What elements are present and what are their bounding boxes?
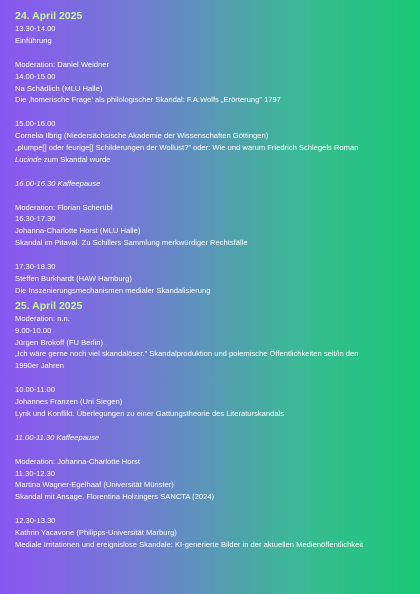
break-line: 11.00-11.30 Kaffeepause bbox=[15, 432, 100, 442]
program-line: Moderation: Johanna-Charlotte Horst bbox=[15, 456, 140, 466]
program-line: 10.00-11.00 bbox=[15, 385, 55, 395]
program-line: Steffen Burkhardt (HAW Hamburg) bbox=[15, 273, 132, 283]
program-page bbox=[15, 9, 414, 551]
spacer bbox=[15, 190, 414, 202]
day-heading-1: 24. April 2025 bbox=[15, 10, 83, 22]
program-line: Die Inszenierungsmechanismen medialer Skandalisierung bbox=[15, 285, 211, 295]
program-line: Martina Wagner-Egelhaaf (Universität Münster) bbox=[15, 480, 174, 490]
program-line: Cornelia Ilbrig (Niedersächsische Akademie der Wissenschaften Göttingen) bbox=[15, 131, 269, 141]
program-line: Moderation: n.n. bbox=[15, 313, 70, 323]
spacer bbox=[15, 503, 414, 515]
program-line: Einführung bbox=[15, 35, 52, 45]
program-line: 15.00-16.00 bbox=[15, 119, 56, 129]
program-line: Moderation: Daniel Weidner bbox=[15, 59, 109, 69]
program-line: Die ‚homerische Frage’ als philologischer Skandal: F.A.Wolfs „Erörterung” 1797 bbox=[15, 95, 281, 105]
program-line: 16.30-17.30 bbox=[15, 214, 56, 224]
program-line: 12.30-13.30 bbox=[15, 516, 56, 526]
day-heading-2: 25. April 2025 bbox=[15, 299, 83, 312]
spacer bbox=[15, 372, 414, 384]
book-title: Lucinde bbox=[15, 154, 42, 164]
program-line: „plumpe[] oder feurige[] Schilderungen der Wollust?” oder: Wie und warum Friedrich Schlegels Roman bbox=[15, 143, 359, 153]
break-line: 16.00-16.30 Kaffeepause bbox=[15, 178, 101, 188]
program-line: Lyrik und Konflikt. Überlegungen zu einer Gattungstheorie des Literaturskandals bbox=[15, 409, 285, 418]
spacer bbox=[15, 249, 414, 261]
program-line: Mediale Irritationen und ereignislose Skandale: KI-generierte Bilder in der aktuellen Medienöffentlichkeit bbox=[15, 539, 364, 549]
spacer bbox=[15, 47, 414, 59]
program-line: Skandal mit Ansage. Florentina Holzingers SANCTA (2024) bbox=[15, 492, 215, 502]
program-line: Moderation: Florian Scherübl bbox=[15, 202, 113, 212]
program-line: Kathrin Yacavone (Philipps-Universität Marburg) bbox=[15, 528, 177, 538]
program-line: 14.00-15.00 bbox=[15, 71, 56, 81]
program-line: 9.00-10.00 bbox=[15, 325, 52, 335]
program-line: Skandal im Pitaval. Zu Schillers Sammlung merkwürdiger Rechtsfälle bbox=[15, 238, 248, 248]
spacer bbox=[15, 420, 414, 432]
program-line: Na Schädlich (MLU Halle) bbox=[15, 83, 103, 93]
program-line: Jürgen Brokoff (FU Berlin) bbox=[15, 337, 104, 347]
program-line: 13.30-14.00 bbox=[15, 24, 56, 33]
program-line: 1990er Jahren bbox=[15, 361, 64, 371]
program-line: Johanna-Charlotte Horst (MLU Halle) bbox=[15, 226, 141, 236]
program-line: 11.30-12.30 bbox=[15, 468, 55, 478]
day-1-program bbox=[15, 23, 414, 297]
spacer bbox=[15, 106, 414, 118]
program-line: Johannes Franzen (Uni Siegen) bbox=[15, 397, 123, 407]
spacer bbox=[15, 166, 414, 178]
program-line: 17.30-18.30 bbox=[15, 262, 56, 272]
day-2-program bbox=[15, 313, 414, 551]
program-line: Lucinde zum Skandal wurde bbox=[15, 154, 111, 164]
spacer bbox=[15, 444, 414, 456]
program-line: „Ich wäre gerne noch viel skandalöser.” Skandalproduktion und polemische Öffentlichkeiten seit/in den bbox=[15, 349, 359, 359]
